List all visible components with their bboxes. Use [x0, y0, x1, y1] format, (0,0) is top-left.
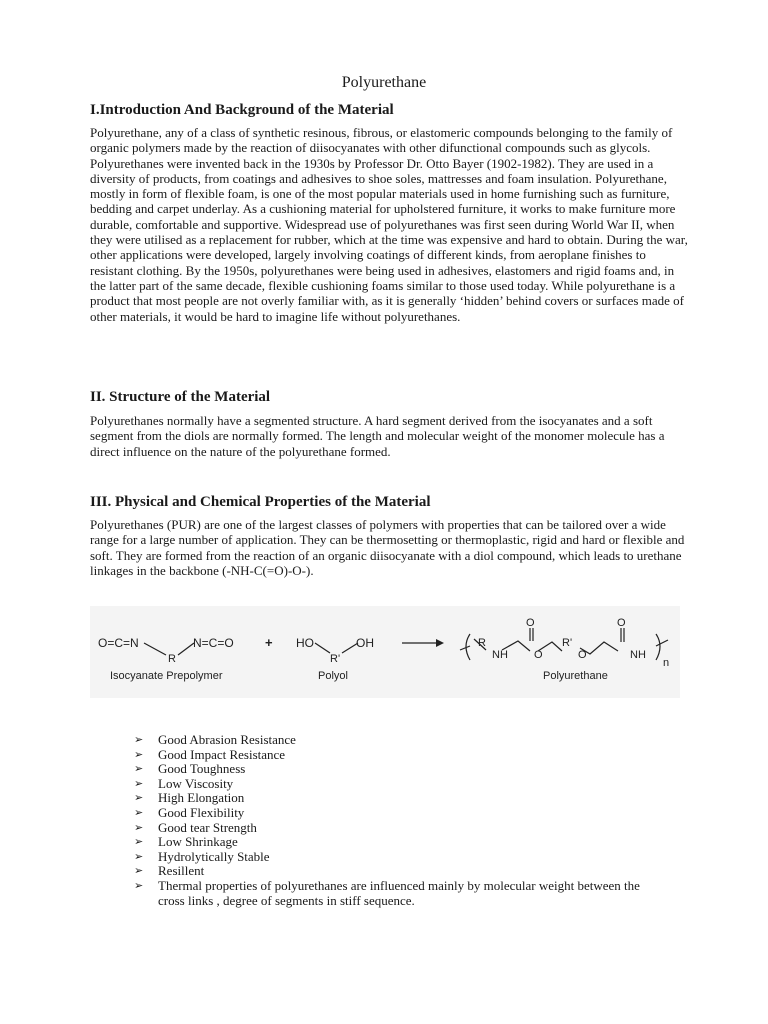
list-item: [134, 821, 664, 836]
section-heading-properties: III. Physical and Chemical Properties of the Material: [90, 494, 431, 510]
polyol-bond-left: [315, 643, 330, 653]
product-bracket-tail-right: [656, 640, 668, 646]
list-item: [134, 879, 664, 908]
arrow-bullet-icon: ➢: [134, 747, 144, 761]
product-carbonyl-o-left: O: [526, 617, 535, 629]
product-carbonyl-o-right: O: [617, 617, 626, 629]
section-paragraph-introduction: Polyurethane, any of a class of synthetic resinous, fibrous, or elastomeric compounds belonging to the family of organic polymers made by the reaction of diisocyanates with other difunctional compounds such as glycols. Polyurethanes were invented back in the 1930s by Professor Dr. Otto Bayer (1902-1982). They are used in a diversity of products, from coatings and adhesives to shoe soles, mattresses and foam insulation. Polyurethane, mostly in form of flexible foam, is one of the most popular materials used in home furnishing such as furniture, bedding and carpet underlay. As a cushioning material for upholstered furniture, it works to make furniture more durable, comfortable and supportive. Widespread use of polyurethanes was first seen during World War II, when they were utilised as a replacement for rubber, which at the time was expensive and hard to obtain. During the war, other applications were developed, largely involving coatings of different kinds, from aeroplane finishes to resistant clothing. By the 1950s, polyurethanes were being used in adhesives, elastomers and rigid foams and, in the latter part of the same decade, flexible cushioning foams similar to those used today. While polyurethane is a product that most people are not overly familiar with, as it is generally ‘hidden’ behind covers or surfaces made of other materials, it would be hard to imagine life without polyurethanes.: [90, 125, 688, 324]
list-item: [134, 835, 664, 850]
property-text: Good Abrasion Resistance: [158, 732, 296, 747]
reaction-arrow-head: [436, 639, 444, 647]
property-text: Low Viscosity: [158, 775, 234, 791]
property-text: Hydrolytically Stable: [158, 848, 270, 864]
product-bracket-tail-left: [460, 646, 470, 650]
arrow-bullet-icon: ➢: [134, 820, 144, 834]
arrow-bullet-icon: ➢: [134, 835, 144, 849]
list-item: [134, 777, 664, 792]
property-text: Good Impact Resistance: [158, 746, 286, 762]
isocyanate-formula-left: O=C=N: [98, 636, 139, 650]
product-ester-o-left: O: [534, 649, 543, 661]
polyol-ho: HO: [296, 636, 314, 650]
isocyanate-bond-right: [178, 643, 194, 655]
arrow-bullet-icon: ➢: [134, 849, 144, 863]
property-text: Low Shrinkage: [158, 834, 238, 850]
reaction-scheme-drawing: [90, 606, 680, 698]
isocyanate-bond-left: [144, 643, 166, 655]
property-text: Good tear Strength: [158, 819, 257, 835]
arrow-bullet-icon: ➢: [134, 762, 144, 776]
product-nh-right: NH: [630, 649, 646, 661]
product-bracket-right: [656, 634, 660, 660]
property-text: Good Toughness: [158, 761, 246, 777]
polyol-oh: OH: [356, 636, 374, 650]
label-polyurethane: Polyurethane: [543, 670, 608, 682]
product-ester-o-right: O: [578, 649, 587, 661]
arrow-bullet-icon: ➢: [134, 805, 144, 819]
document-title: Polyurethane: [341, 74, 427, 91]
polyol-r-group: R': [330, 653, 341, 665]
list-item: [134, 850, 664, 865]
product-repeat-n: n: [663, 657, 670, 669]
list-item: [134, 791, 664, 806]
property-text: Thermal properties of polyurethanes are influenced mainly by molecular weight between the cross links , degree of segments in stiff sequence.: [158, 877, 640, 908]
list-item: [134, 733, 664, 748]
list-item: [134, 762, 664, 777]
section-paragraph-properties: Polyurethanes (PUR) are one of the largest classes of polymers with properties that can be tailored over a wide range for a large number of application. They can be thermosetting or thermoplastic, rigid and hard or flexible and soft. They are formed from the reaction of an organic diisocyanate with a diol compound, which leads to urethane linkages in the backbone (-NH-C(=O)-O-).: [90, 517, 685, 578]
product-r-group: R: [478, 637, 486, 649]
property-text: High Elongation: [158, 790, 245, 806]
arrow-bullet-icon: ➢: [134, 776, 144, 790]
plus-sign: +: [265, 635, 273, 650]
isocyanate-formula-right: N=C=O: [193, 636, 234, 650]
section-heading-structure: II. Structure of the Material: [90, 389, 271, 405]
arrow-bullet-icon: ➢: [134, 864, 144, 878]
label-polyol: Polyol: [318, 670, 348, 682]
property-text: Good Flexibility: [158, 804, 245, 820]
list-item: [134, 806, 664, 821]
isocyanate-r-group: R: [168, 653, 176, 665]
product-nh-left: NH: [492, 649, 508, 661]
label-isocyanate-prepolymer: Isocyanate Prepolymer: [110, 670, 223, 682]
section-paragraph-structure: Polyurethanes normally have a segmented structure. A hard segment derived from the isocyanates and a soft segment from the diols are normally formed. The length and molecular weight of the monomer molecule has a direct influence on the nature of the polyurethane formed.: [90, 413, 665, 459]
product-r2-group: R': [562, 637, 573, 649]
section-heading-introduction: I.Introduction And Background of the Material: [90, 102, 394, 118]
arrow-bullet-icon: ➢: [134, 791, 144, 805]
reaction-scheme-figure: [90, 606, 680, 698]
list-item: [134, 748, 664, 763]
list-item: [134, 864, 664, 879]
arrow-bullet-icon: ➢: [134, 733, 144, 746]
property-text: Resillent: [158, 863, 205, 879]
properties-list: [134, 733, 664, 908]
arrow-bullet-icon: ➢: [134, 878, 144, 892]
